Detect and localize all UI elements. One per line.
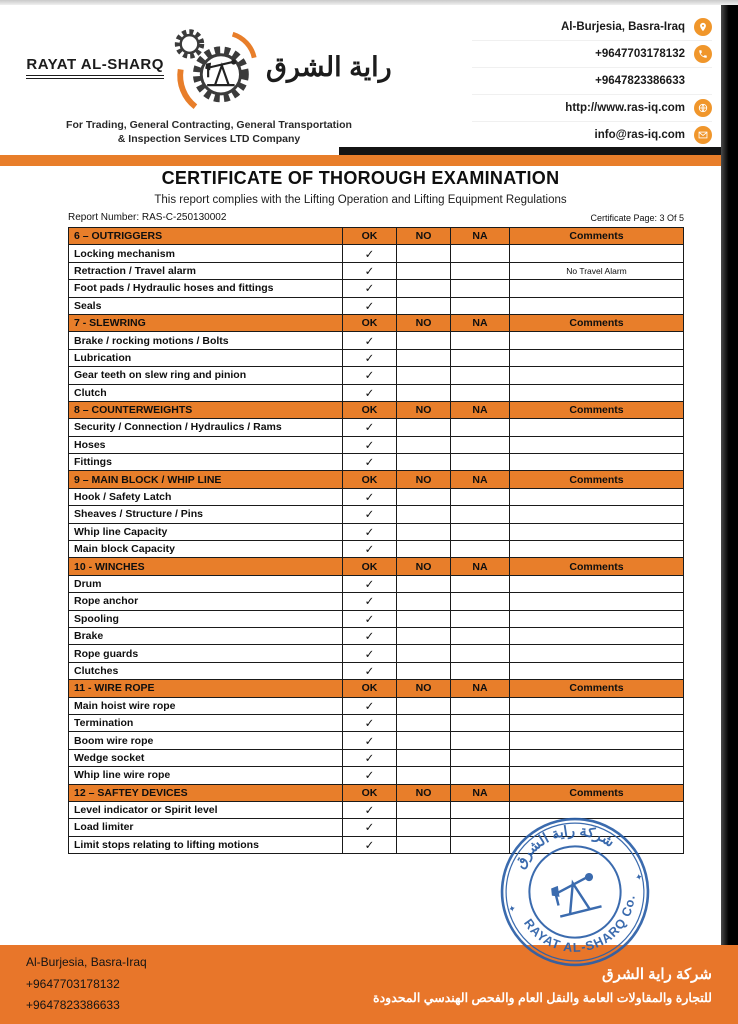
ok-checkmark: ✓: [343, 419, 397, 436]
scan-edge-right: [721, 4, 738, 945]
comment-cell: [510, 662, 684, 679]
na-checkmark: [451, 454, 510, 471]
no-checkmark: [397, 541, 451, 558]
website-text: http://www.ras-iq.com: [565, 102, 685, 114]
column-header-comments: Comments: [510, 228, 684, 245]
report-number: Report Number: RAS-C-250130002: [68, 212, 227, 223]
ok-checkmark: ✓: [343, 819, 397, 836]
checklist-item-label: Clutch: [69, 384, 343, 401]
company-logo: [26, 20, 392, 146]
checklist-item-label: Whip line Capacity: [69, 523, 343, 540]
comment-cell: [510, 541, 684, 558]
section-header-row: [69, 680, 684, 697]
column-header-na: NA: [451, 228, 510, 245]
footer-company-name-ar: شركة راية الشرق: [601, 965, 712, 983]
ok-checkmark: ✓: [343, 662, 397, 679]
checklist-item-label: Whip line wire rope: [69, 767, 343, 784]
na-checkmark: [451, 801, 510, 818]
checklist-row: [69, 384, 684, 401]
na-checkmark: [451, 714, 510, 731]
column-header-no: NO: [397, 784, 451, 801]
checklist-row: [69, 488, 684, 505]
checklist-row: [69, 732, 684, 749]
column-header-no: NO: [397, 471, 451, 488]
checklist-row: [69, 610, 684, 627]
checklist-row: [69, 697, 684, 714]
checklist-row: [69, 280, 684, 297]
column-header-no: NO: [397, 401, 451, 418]
na-checkmark: [451, 436, 510, 453]
section-header-row: [69, 558, 684, 575]
na-checkmark: [451, 332, 510, 349]
checklist-row: [69, 367, 684, 384]
column-header-comments: Comments: [510, 784, 684, 801]
comment-cell: [510, 714, 684, 731]
checklist-item-label: Boom wire rope: [69, 732, 343, 749]
column-header-ok: OK: [343, 314, 397, 331]
ok-checkmark: ✓: [343, 245, 397, 262]
ok-checkmark: ✓: [343, 749, 397, 766]
section-title: 11 - WIRE ROPE: [69, 680, 343, 697]
checklist-row: [69, 349, 684, 366]
column-header-ok: OK: [343, 401, 397, 418]
column-header-na: NA: [451, 314, 510, 331]
ok-checkmark: ✓: [343, 836, 397, 853]
checklist-item-label: Wedge socket: [69, 749, 343, 766]
checklist-item-label: Main block Capacity: [69, 541, 343, 558]
comment-cell: [510, 280, 684, 297]
checklist-item-label: Gear teeth on slew ring and pinion: [69, 367, 343, 384]
checklist-row: [69, 506, 684, 523]
column-header-comments: Comments: [510, 680, 684, 697]
checklist-item-label: Retraction / Travel alarm: [69, 262, 343, 279]
section-title: 6 – OUTRIGGERS: [69, 228, 343, 245]
comment-cell: [510, 645, 684, 662]
na-checkmark: [451, 384, 510, 401]
footer-phone-1: +9647703178132: [26, 976, 120, 991]
gears-pumpjack-logo-icon: [166, 20, 264, 114]
column-header-ok: OK: [343, 784, 397, 801]
contact-row-website: [472, 95, 712, 122]
stamp-pumpjack-icon: [552, 875, 601, 917]
comment-cell: [510, 593, 684, 610]
certificate-page-info: Certificate Page: 3 Of 5: [590, 213, 684, 223]
checklist-item-label: Load limiter: [69, 819, 343, 836]
ok-checkmark: ✓: [343, 645, 397, 662]
ok-checkmark: ✓: [343, 384, 397, 401]
na-checkmark: [451, 523, 510, 540]
no-checkmark: [397, 836, 451, 853]
ok-checkmark: ✓: [343, 593, 397, 610]
section-header-row: [69, 314, 684, 331]
section-title: 9 – MAIN BLOCK / WHIP LINE: [69, 471, 343, 488]
na-checkmark: [451, 732, 510, 749]
ok-checkmark: ✓: [343, 801, 397, 818]
no-checkmark: [397, 367, 451, 384]
page-subtitle: This report complies with the Lifting Operation and Lifting Equipment Regulations: [154, 194, 567, 206]
phone-icon: [694, 45, 712, 63]
no-checkmark: [397, 349, 451, 366]
checklist-row: [69, 593, 684, 610]
na-checkmark: [451, 297, 510, 314]
checklist-item-label: Limit stops relating to lifting motions: [69, 836, 343, 853]
na-checkmark: [451, 697, 510, 714]
ok-checkmark: ✓: [343, 627, 397, 644]
column-header-na: NA: [451, 401, 510, 418]
contact-row-phone-2: [472, 68, 712, 95]
no-checkmark: [397, 506, 451, 523]
checklist-row: [69, 245, 684, 262]
checklist-item-label: Spooling: [69, 610, 343, 627]
no-checkmark: [397, 627, 451, 644]
column-header-na: NA: [451, 558, 510, 575]
no-checkmark: [397, 610, 451, 627]
checklist-item-label: Seals: [69, 297, 343, 314]
footer-contact: [26, 952, 147, 1017]
comment-cell: [510, 506, 684, 523]
checklist-item-label: Rope guards: [69, 645, 343, 662]
checklist-row: [69, 454, 684, 471]
no-checkmark: [397, 662, 451, 679]
no-checkmark: [397, 280, 451, 297]
no-checkmark: [397, 801, 451, 818]
checklist-row: [69, 436, 684, 453]
na-checkmark: [451, 367, 510, 384]
column-header-ok: OK: [343, 471, 397, 488]
checklist-row: [69, 297, 684, 314]
comment-cell: No Travel Alarm: [510, 262, 684, 279]
ok-checkmark: ✓: [343, 297, 397, 314]
column-header-ok: OK: [343, 228, 397, 245]
no-checkmark: [397, 523, 451, 540]
ok-checkmark: ✓: [343, 367, 397, 384]
header-divider: [0, 147, 721, 166]
comment-cell: [510, 627, 684, 644]
contact-row-address: [472, 14, 712, 41]
ok-checkmark: ✓: [343, 697, 397, 714]
no-checkmark: [397, 245, 451, 262]
contact-block: [472, 14, 712, 148]
contact-row-email: [472, 122, 712, 148]
column-header-comments: Comments: [510, 401, 684, 418]
contact-row-phone-1: [472, 41, 712, 68]
inspection-table: [68, 227, 684, 854]
section-title: 8 – COUNTERWEIGHTS: [69, 401, 343, 418]
checklist-item-label: Fittings: [69, 454, 343, 471]
envelope-icon: [694, 126, 712, 144]
no-checkmark: [397, 714, 451, 731]
checklist-item-label: Brake / rocking motions / Bolts: [69, 332, 343, 349]
comment-cell: [510, 245, 684, 262]
column-header-comments: Comments: [510, 471, 684, 488]
section-title: 10 - WINCHES: [69, 558, 343, 575]
logo-tagline-line2: & Inspection Services LTD Company: [117, 133, 301, 146]
comment-cell: [510, 436, 684, 453]
comment-cell: [510, 749, 684, 766]
stamp-star-right: ✦: [634, 871, 644, 883]
phone-2-text: +9647823386633: [595, 75, 685, 87]
comment-cell: [510, 419, 684, 436]
divider-orange-bar: [0, 155, 721, 166]
na-checkmark: [451, 593, 510, 610]
ok-checkmark: ✓: [343, 732, 397, 749]
ok-checkmark: ✓: [343, 436, 397, 453]
scan-edge-top: [0, 0, 738, 5]
checklist-row: [69, 419, 684, 436]
na-checkmark: [451, 349, 510, 366]
na-checkmark: [451, 749, 510, 766]
checklist-item-label: Sheaves / Structure / Pins: [69, 506, 343, 523]
checklist-row: [69, 749, 684, 766]
no-checkmark: [397, 645, 451, 662]
ok-checkmark: ✓: [343, 541, 397, 558]
ok-checkmark: ✓: [343, 575, 397, 592]
checklist-row: [69, 575, 684, 592]
column-header-na: NA: [451, 471, 510, 488]
ok-checkmark: ✓: [343, 488, 397, 505]
no-checkmark: [397, 384, 451, 401]
comment-cell: [510, 297, 684, 314]
section-header-row: [69, 784, 684, 801]
column-header-comments: Comments: [510, 314, 684, 331]
checklist-item-label: Hoses: [69, 436, 343, 453]
checklist-item-label: Termination: [69, 714, 343, 731]
checklist-item-label: Level indicator or Spirit level: [69, 801, 343, 818]
column-header-no: NO: [397, 680, 451, 697]
column-header-ok: OK: [343, 680, 397, 697]
checklist-item-label: Security / Connection / Hydraulics / Rams: [69, 419, 343, 436]
column-header-na: NA: [451, 680, 510, 697]
column-header-na: NA: [451, 784, 510, 801]
ok-checkmark: ✓: [343, 714, 397, 731]
footer-phone-2: +9647823386633: [26, 998, 120, 1013]
company-name-en: RAYAT AL-SHARQ: [26, 56, 164, 79]
page-title: CERTIFICATE OF THOROUGH EXAMINATION: [161, 168, 560, 188]
no-checkmark: [397, 419, 451, 436]
section-title: 12 – SAFTEY DEVICES: [69, 784, 343, 801]
na-checkmark: [451, 541, 510, 558]
comment-cell: [510, 610, 684, 627]
no-checkmark: [397, 297, 451, 314]
na-checkmark: [451, 610, 510, 627]
checklist-item-label: Hook / Safety Latch: [69, 488, 343, 505]
checklist-item-label: Clutches: [69, 662, 343, 679]
address-text: Al-Burjesia, Basra-Iraq: [561, 21, 685, 33]
na-checkmark: [451, 245, 510, 262]
phone-1-text: +9647703178132: [595, 48, 685, 60]
comment-cell: [510, 332, 684, 349]
comment-cell: [510, 349, 684, 366]
section-header-row: [69, 401, 684, 418]
checklist-row: [69, 662, 684, 679]
footer-company-tagline-ar: للتجارة والمقاولات العامة والنقل العام والفحص الهندسي المحدودة: [373, 990, 712, 1005]
report-info-row: [68, 212, 684, 223]
comment-cell: [510, 767, 684, 784]
checklist-row: [69, 541, 684, 558]
checklist-item-label: Drum: [69, 575, 343, 592]
comment-cell: [510, 454, 684, 471]
no-checkmark: [397, 262, 451, 279]
stamp-company-text: RAYAT AL-SHARQ Co.: [521, 893, 638, 955]
na-checkmark: [451, 280, 510, 297]
email-text: info@ras-iq.com: [594, 129, 685, 141]
ok-checkmark: ✓: [343, 767, 397, 784]
na-checkmark: [451, 627, 510, 644]
no-checkmark: [397, 488, 451, 505]
checklist-row: [69, 767, 684, 784]
checklist-row: [69, 332, 684, 349]
na-checkmark: [451, 488, 510, 505]
checklist-row: [69, 523, 684, 540]
location-pin-icon: [694, 18, 712, 36]
stamp-arabic-text: شركة راية الشرق: [512, 823, 618, 872]
checklist-row: [69, 645, 684, 662]
na-checkmark: [451, 506, 510, 523]
ok-checkmark: ✓: [343, 332, 397, 349]
ok-checkmark: ✓: [343, 523, 397, 540]
logo-tagline-line1: For Trading, General Contracting, General Transportation: [66, 119, 352, 131]
ok-checkmark: ✓: [343, 262, 397, 279]
ok-checkmark: ✓: [343, 280, 397, 297]
comment-cell: [510, 523, 684, 540]
ok-checkmark: ✓: [343, 506, 397, 523]
checklist-item-label: Foot pads / Hydraulic hoses and fittings: [69, 280, 343, 297]
inspection-table-wrap: [68, 227, 684, 854]
section-title: 7 - SLEWRING: [69, 314, 343, 331]
na-checkmark: [451, 767, 510, 784]
no-checkmark: [397, 575, 451, 592]
column-header-ok: OK: [343, 558, 397, 575]
comment-cell: [510, 697, 684, 714]
stamp-star-left: ✦: [507, 902, 518, 915]
ok-checkmark: ✓: [343, 349, 397, 366]
comment-cell: [510, 367, 684, 384]
comment-cell: [510, 488, 684, 505]
section-header-row: [69, 471, 684, 488]
ok-checkmark: ✓: [343, 610, 397, 627]
na-checkmark: [451, 662, 510, 679]
checklist-item-label: Lubrication: [69, 349, 343, 366]
no-checkmark: [397, 819, 451, 836]
no-checkmark: [397, 454, 451, 471]
section-header-row: [69, 228, 684, 245]
comment-cell: [510, 384, 684, 401]
no-checkmark: [397, 767, 451, 784]
no-checkmark: [397, 332, 451, 349]
comment-cell: [510, 575, 684, 592]
no-checkmark: [397, 732, 451, 749]
na-checkmark: [451, 262, 510, 279]
checklist-item-label: Brake: [69, 627, 343, 644]
checklist-row: [69, 627, 684, 644]
checklist-row: [69, 714, 684, 731]
company-name-ar: راية الشرق: [265, 51, 392, 82]
column-header-no: NO: [397, 558, 451, 575]
no-checkmark: [397, 436, 451, 453]
column-header-no: NO: [397, 228, 451, 245]
column-header-no: NO: [397, 314, 451, 331]
no-checkmark: [397, 749, 451, 766]
comment-cell: [510, 732, 684, 749]
na-checkmark: [451, 645, 510, 662]
checklist-item-label: Rope anchor: [69, 593, 343, 610]
checklist-row: [69, 262, 684, 279]
column-header-comments: Comments: [510, 558, 684, 575]
no-checkmark: [397, 697, 451, 714]
footer-address: Al-Burjesia, Basra-Iraq: [26, 955, 147, 970]
no-checkmark: [397, 593, 451, 610]
na-checkmark: [451, 419, 510, 436]
ok-checkmark: ✓: [343, 454, 397, 471]
checklist-item-label: Main hoist wire rope: [69, 697, 343, 714]
na-checkmark: [451, 575, 510, 592]
checklist-item-label: Locking mechanism: [69, 245, 343, 262]
globe-icon: [694, 99, 712, 117]
